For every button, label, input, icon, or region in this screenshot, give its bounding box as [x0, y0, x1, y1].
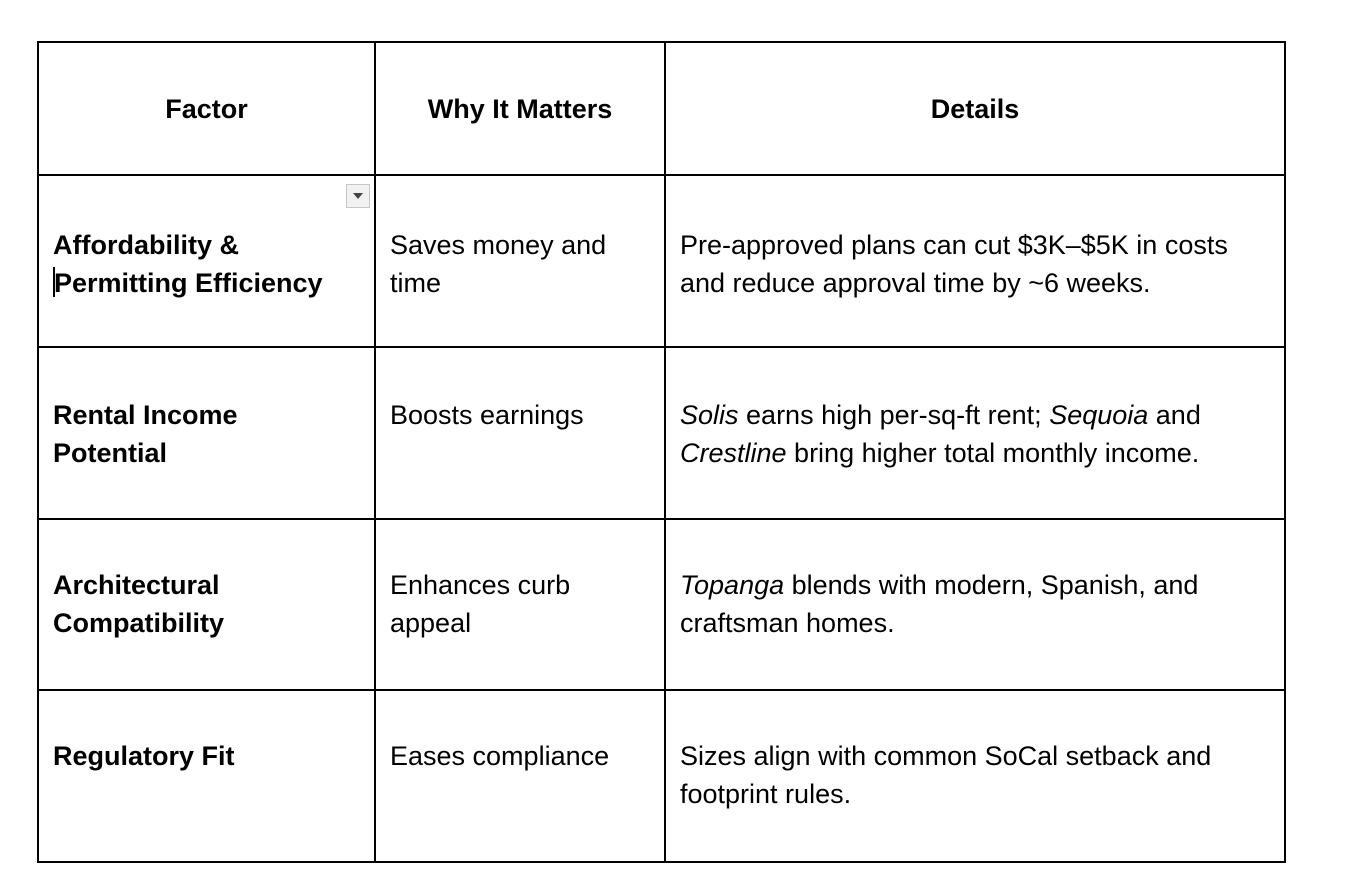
details-cell[interactable]: [665, 347, 1285, 519]
details-text: Pre-approved plans can cut $3K–$5K in costs and reduce approval time by ~6 weeks.: [680, 230, 1228, 298]
table-row: [38, 347, 1285, 519]
factor-text: Permitting Efficiency: [54, 268, 323, 298]
model-name: Topanga: [680, 570, 785, 600]
details-text-part: and: [1148, 400, 1201, 430]
why-text: Enhances curb: [390, 570, 571, 600]
model-name: Crestline: [680, 438, 787, 468]
why-cell[interactable]: [375, 175, 665, 347]
header-factor[interactable]: Factor: [38, 42, 375, 175]
factor-cell[interactable]: [38, 347, 375, 519]
details-text: Sizes align with common SoCal setback and footprint rules.: [680, 741, 1212, 809]
factor-text: Rental Income: [53, 400, 238, 430]
factor-text: Affordability &: [53, 230, 239, 260]
model-name: Solis: [680, 400, 739, 430]
header-details[interactable]: Details: [665, 42, 1285, 175]
why-text: appeal: [390, 608, 472, 638]
model-name: Sequoia: [1049, 400, 1149, 430]
why-text: Saves money and: [390, 230, 607, 260]
table-header-row: [38, 42, 1285, 175]
factor-cell[interactable]: [38, 175, 375, 347]
table-row: [38, 690, 1285, 862]
details-text: [680, 400, 1201, 468]
details-cell[interactable]: [665, 519, 1285, 690]
factor-cell[interactable]: [38, 690, 375, 862]
details-text-part: blends with modern, Spanish, and craftsman homes.: [680, 570, 1199, 638]
header-why-it-matters[interactable]: Why It Matters: [375, 42, 665, 175]
factor-text: Architectural: [53, 570, 220, 600]
comparison-table: [37, 41, 1286, 863]
why-cell[interactable]: [375, 347, 665, 519]
details-cell[interactable]: [665, 690, 1285, 862]
factor-text: Regulatory Fit: [53, 741, 235, 771]
table-row: [38, 175, 1285, 347]
cell-dropdown-button[interactable]: [346, 184, 370, 208]
factor-text: Compatibility: [53, 608, 225, 638]
details-text-part: bring higher total monthly income.: [786, 438, 1200, 468]
why-cell[interactable]: [375, 519, 665, 690]
factor-cell[interactable]: [38, 519, 375, 690]
factor-text: Potential: [53, 438, 168, 468]
details-cell[interactable]: [665, 175, 1285, 347]
why-text: time: [390, 268, 442, 298]
table-row: [38, 519, 1285, 690]
why-text: Eases compliance: [390, 741, 610, 771]
why-cell[interactable]: [375, 690, 665, 862]
why-text: Boosts earnings: [390, 400, 584, 430]
chevron-down-icon: [352, 192, 364, 200]
details-text-part: earns high per-sq-ft rent;: [738, 400, 1050, 430]
